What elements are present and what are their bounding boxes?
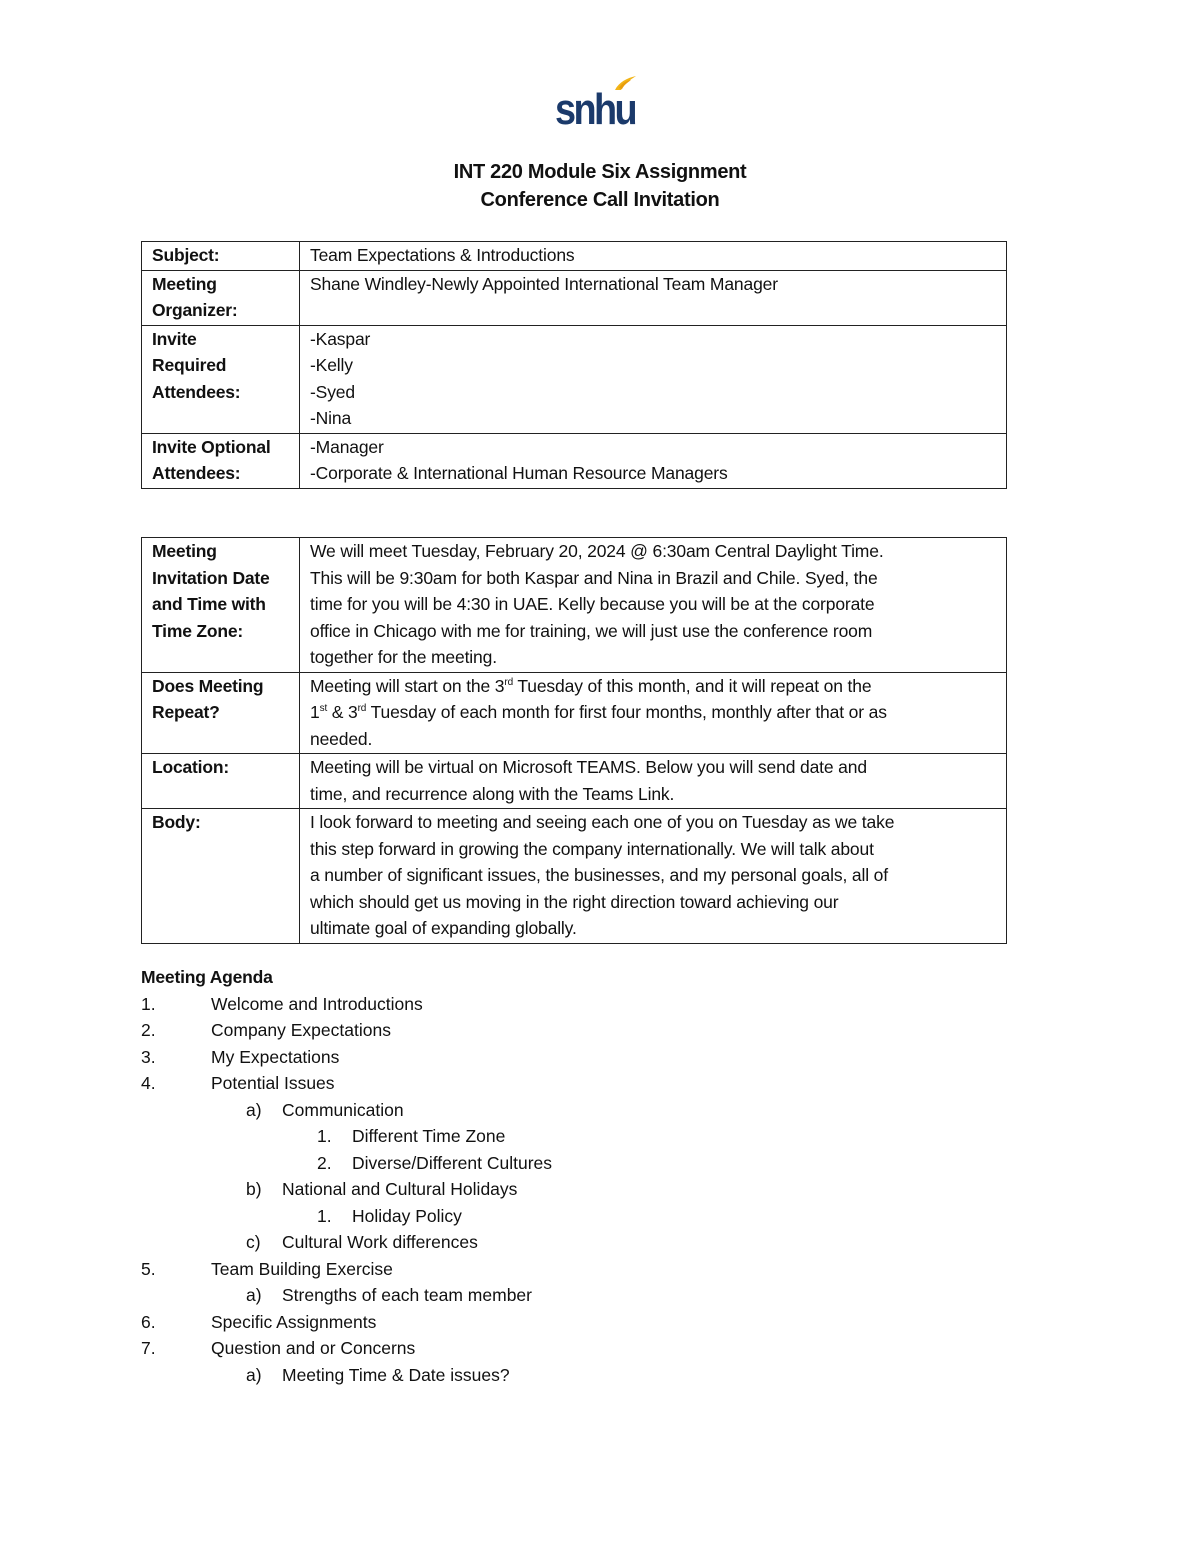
attendee-item: -Corporate & International Human Resource Managers: [310, 463, 728, 483]
flame-icon: [613, 74, 637, 92]
agenda-number: 1.: [317, 1205, 332, 1226]
logo-text: snhu: [555, 85, 636, 134]
title-line-1: INT 220 Module Six Assignment: [453, 161, 747, 183]
agenda-text: Potential Issues: [211, 1073, 335, 1093]
required-attendees-label: [142, 325, 300, 433]
organizer-value: Shane Windley-Newly Appointed International Team Manager: [300, 270, 1007, 325]
repeat-row: [142, 672, 1007, 754]
optional-label-line: Attendees:: [152, 463, 241, 483]
datetime-label-line: Invitation Date: [152, 567, 270, 588]
subject-label: Subject:: [142, 242, 300, 271]
agenda-subitem: [141, 1362, 510, 1389]
text-run: Tuesday of this month, and it will repeat on the: [512, 675, 872, 696]
text-line: Meeting will be virtual on Microsoft TEAMS. Below you will send date and: [310, 757, 867, 777]
text-line: needed.: [310, 728, 373, 749]
agenda-text: Holiday Policy: [352, 1205, 462, 1226]
optional-attendees-label: [142, 433, 300, 488]
datetime-label-line: and Time with: [152, 594, 266, 614]
text-line: this step forward in growing the company internationally. We will talk about: [310, 838, 874, 859]
agenda-number: a): [246, 1099, 262, 1120]
agenda-subitem: [141, 1282, 532, 1309]
repeat-label-line: Does Meeting: [152, 675, 264, 696]
agenda-number: c): [246, 1232, 261, 1252]
agenda-text: Specific Assignments: [211, 1311, 377, 1332]
attendee-item: -Nina: [310, 408, 352, 428]
attendee-item: -Kaspar: [310, 328, 371, 349]
meeting-agenda: [141, 964, 553, 1388]
agenda-number: 5.: [141, 1258, 156, 1279]
agenda-text: Strengths of each team member: [282, 1285, 532, 1305]
agenda-number: 1.: [141, 993, 156, 1014]
agenda-text: Cultural Work differences: [282, 1232, 478, 1252]
text-line: time for you will be 4:30 in UAE. Kelly because you will be at the corporate: [310, 594, 875, 614]
datetime-label: [142, 538, 300, 673]
optional-label-line: Invite Optional: [152, 436, 271, 457]
agenda-subsubitem: [141, 1203, 462, 1230]
repeat-label: [142, 672, 300, 754]
title-line-2: Conference Call Invitation: [480, 189, 720, 211]
text-line: office in Chicago with me for training, we will just use the conference room: [310, 620, 873, 641]
attendee-item: -Manager: [310, 436, 384, 457]
agenda-number: 2.: [141, 1020, 156, 1040]
agenda-number: 4.: [141, 1073, 156, 1093]
agenda-number: 6.: [141, 1311, 156, 1332]
datetime-row: [142, 538, 1007, 673]
required-attendees-value: [300, 325, 1007, 433]
organizer-label: [142, 270, 300, 325]
agenda-item: [141, 1335, 416, 1362]
location-row: [142, 754, 1007, 809]
text-line: I look forward to meeting and seeing each one of you on Tuesday as we take: [310, 812, 895, 832]
agenda-text: Welcome and Introductions: [211, 993, 423, 1014]
agenda-text: Question and or Concerns: [211, 1338, 416, 1358]
required-label-line: Attendees:: [152, 381, 241, 402]
agenda-item: [141, 1070, 335, 1097]
optional-attendees-value: [300, 433, 1007, 488]
text-line: time, and recurrence along with the Teams Link.: [310, 783, 675, 804]
datetime-value: [300, 538, 1007, 673]
agenda-number: b): [246, 1179, 262, 1199]
organizer-label-line: Organizer:: [152, 300, 238, 320]
agenda-text: National and Cultural Holidays: [282, 1179, 518, 1199]
attendee-item: -Kelly: [310, 355, 353, 375]
agenda-text: Communication: [282, 1099, 404, 1120]
repeat-value: [300, 672, 1007, 754]
agenda-subitem: [141, 1176, 518, 1203]
datetime-label-line: Meeting: [152, 541, 217, 561]
agenda-number: 1.: [317, 1126, 332, 1146]
subject-value: Team Expectations & Introductions: [300, 242, 1007, 271]
optional-attendees-row: [142, 433, 1007, 488]
text-line: [310, 673, 1000, 700]
subject-row: [142, 242, 1007, 271]
organizer-row: [142, 270, 1007, 325]
text-line: ultimate goal of expanding globally.: [310, 918, 577, 938]
agenda-item: [141, 1017, 391, 1044]
repeat-label-line: Repeat?: [152, 702, 220, 722]
agenda-subsubitem: [141, 1123, 506, 1150]
agenda-subitem: [141, 1229, 478, 1256]
text-line: This will be 9:30am for both Kaspar and Nina in Brazil and Chile. Syed, the: [310, 567, 878, 588]
text-line: [310, 699, 1000, 726]
body-value: [300, 809, 1007, 944]
agenda-number: a): [246, 1285, 262, 1305]
agenda-item: [141, 991, 423, 1018]
snhu-logo: [555, 74, 645, 134]
document-title: [0, 158, 1200, 214]
text-line: We will meet Tuesday, February 20, 2024 @ 6:30am Central Daylight Time.: [310, 541, 884, 561]
attendee-item: -Syed: [310, 381, 355, 402]
organizer-label-line: Meeting: [152, 273, 217, 294]
location-value: [300, 754, 1007, 809]
ordinal-suffix: st: [319, 703, 328, 714]
invitation-details-table: [141, 241, 1007, 489]
text-run: & 3: [327, 702, 358, 722]
agenda-heading: Meeting Agenda: [141, 967, 273, 987]
agenda-text: Diverse/Different Cultures: [352, 1152, 553, 1173]
agenda-text: Different Time Zone: [352, 1126, 506, 1146]
text-run: Meeting will start on the 3: [310, 675, 505, 696]
text-run: 1: [310, 702, 320, 722]
agenda-number: 3.: [141, 1046, 156, 1067]
agenda-item: [141, 1044, 340, 1071]
agenda-text: My Expectations: [211, 1046, 340, 1067]
agenda-text: Meeting Time & Date issues?: [282, 1364, 510, 1385]
agenda-text: Company Expectations: [211, 1020, 391, 1040]
location-label: Location:: [142, 754, 300, 809]
agenda-item: [141, 1309, 377, 1336]
agenda-subitem: [141, 1097, 404, 1124]
body-row: [142, 809, 1007, 944]
agenda-number: 7.: [141, 1338, 156, 1358]
text-line: a number of significant issues, the businesses, and my personal goals, all of: [310, 865, 888, 885]
ordinal-suffix: rd: [504, 676, 513, 688]
agenda-number: 2.: [317, 1152, 332, 1173]
required-label-line: Required: [152, 355, 227, 375]
required-attendees-row: [142, 325, 1007, 433]
agenda-subsubitem: [141, 1150, 553, 1177]
body-label: Body:: [142, 809, 300, 944]
agenda-number: a): [246, 1364, 262, 1385]
agenda-item: [141, 1256, 393, 1283]
required-label-line: Invite: [152, 328, 197, 349]
agenda-text: Team Building Exercise: [211, 1258, 393, 1279]
datetime-label-line: Time Zone:: [152, 620, 244, 641]
text-run: Tuesday of each month for first four months, monthly after that or as: [366, 702, 887, 722]
text-line: which should get us moving in the right direction toward achieving our: [310, 891, 839, 912]
meeting-info-table: [141, 537, 1007, 944]
text-line: together for the meeting.: [310, 647, 497, 667]
ordinal-suffix: rd: [357, 703, 367, 714]
